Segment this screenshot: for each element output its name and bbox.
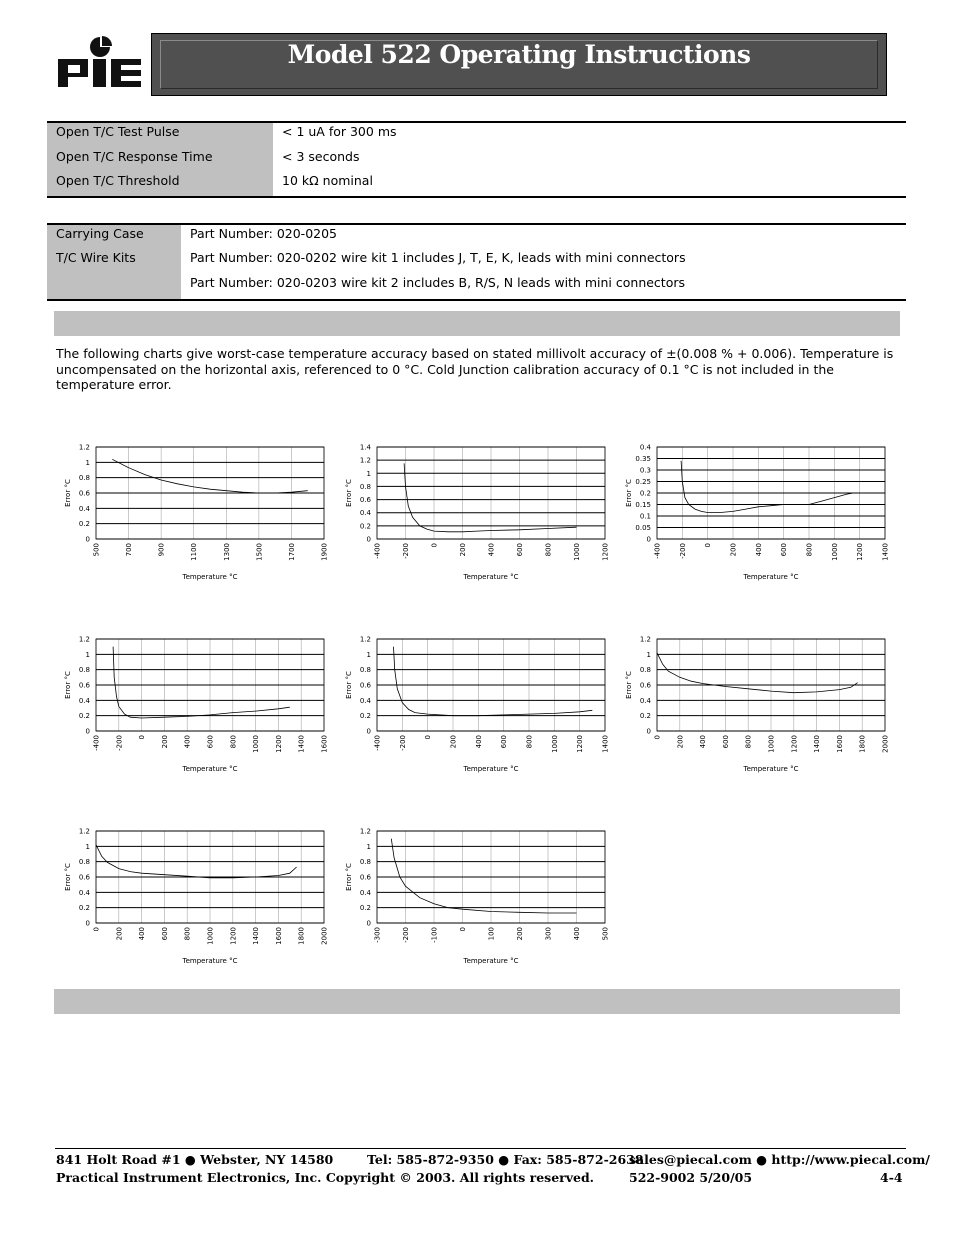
intro-paragraph: The following charts give worst-case temperature accuracy based on stated millivolt accuracy of ±(0.008 % + 0.006). Temperature is uncompensated on the horizontal axis, referenced to 0 °C. Cold Junction calibration accuracy of 0.1 °C is not included in the temperature error. <box>56 346 894 392</box>
x-tick-label: 400 <box>699 735 708 749</box>
y-axis-label: Error °C <box>345 863 353 891</box>
footer-company: Practical Instrument Electronics, Inc. Copyright © 2003. All rights reserved. <box>56 1170 595 1185</box>
y-tick-label: 0.6 <box>78 873 90 882</box>
y-tick-label: 0.4 <box>359 696 371 705</box>
x-axis-label: Temperature °C <box>743 765 799 773</box>
footer-docnum: 522-9002 5/20/05 <box>629 1170 753 1185</box>
x-tick-label: 1200 <box>274 735 283 753</box>
x-tick-label: 600 <box>160 927 169 941</box>
y-tick-label: 1.2 <box>78 635 90 644</box>
x-tick-label: -300 <box>373 927 382 943</box>
x-tick-label: 800 <box>744 735 753 749</box>
error-chart-4 <box>56 632 336 772</box>
section-bar <box>54 989 900 1014</box>
x-tick-label: -200 <box>398 735 407 751</box>
spec-value: 10 kΩ nominal <box>282 173 373 188</box>
y-tick-label: 0.2 <box>78 520 90 529</box>
x-tick-label: 600 <box>206 735 215 749</box>
x-tick-label: 1400 <box>881 543 890 561</box>
y-axis-label: Error °C <box>625 671 633 699</box>
y-tick-label: 0.4 <box>639 443 651 452</box>
y-tick-label: 0.4 <box>78 888 90 897</box>
y-tick-label: 0 <box>366 535 371 544</box>
x-tick-label: 0 <box>92 927 101 932</box>
page-title: Model 522 Operating Instructions <box>287 40 751 69</box>
y-tick-label: 0.6 <box>359 496 371 505</box>
x-tick-label: -400 <box>92 735 101 751</box>
y-tick-label: 0.2 <box>78 712 90 721</box>
series-line <box>657 653 858 693</box>
x-tick-label: 900 <box>157 543 166 557</box>
x-tick-label: 2000 <box>320 927 329 945</box>
y-tick-label: 1 <box>366 650 371 659</box>
y-tick-label: 0.6 <box>639 681 651 690</box>
x-tick-label: 1600 <box>320 735 329 753</box>
x-tick-label: 1200 <box>790 735 799 753</box>
y-tick-label: 0.2 <box>639 489 651 498</box>
spec-label: Open T/C Test Pulse <box>56 124 180 139</box>
x-tick-label: 2000 <box>881 735 890 753</box>
x-tick-label: 1300 <box>222 543 231 561</box>
x-tick-label: 1900 <box>320 543 329 561</box>
x-tick-label: 100 <box>487 927 496 941</box>
y-tick-label: 1 <box>366 469 371 478</box>
x-tick-label: 600 <box>721 735 730 749</box>
y-tick-label: 1 <box>646 650 651 659</box>
x-tick-label: 1000 <box>206 927 215 945</box>
y-tick-label: 0.3 <box>639 466 651 475</box>
x-tick-label: 1000 <box>830 543 839 561</box>
x-tick-label: -400 <box>373 543 382 559</box>
x-tick-label: -200 <box>115 735 124 751</box>
x-tick-label: 400 <box>573 927 581 941</box>
x-tick-label: 1400 <box>601 735 610 753</box>
y-tick-label: 0.8 <box>78 858 90 867</box>
x-tick-label: 200 <box>729 543 738 557</box>
y-tick-label: 0.8 <box>639 666 651 675</box>
y-tick-label: 0.8 <box>359 482 371 491</box>
y-tick-label: 0.8 <box>359 666 371 675</box>
y-tick-label: 0.4 <box>359 888 371 897</box>
x-tick-label: 600 <box>500 735 509 749</box>
section-bar <box>54 311 900 336</box>
x-tick-label: 1200 <box>601 543 610 561</box>
x-tick-label: 1200 <box>856 543 865 561</box>
y-tick-label: 1.2 <box>639 635 651 644</box>
y-tick-label: 0 <box>85 919 90 928</box>
x-tick-label: 0 <box>459 927 467 932</box>
y-tick-label: 0 <box>646 535 651 544</box>
x-tick-label: 1000 <box>573 543 581 561</box>
x-tick-label: 400 <box>754 543 763 557</box>
y-tick-label: 0.2 <box>78 904 90 913</box>
y-tick-label: 1 <box>366 842 371 851</box>
x-tick-label: 200 <box>676 735 685 749</box>
y-tick-label: 0.2 <box>359 904 371 913</box>
title-banner <box>151 33 887 96</box>
y-tick-label: 0.25 <box>635 478 651 486</box>
x-axis-label: Temperature °C <box>182 765 238 773</box>
y-tick-label: 1.2 <box>359 827 371 836</box>
x-tick-label: 1400 <box>252 927 261 945</box>
y-tick-label: 0 <box>366 727 371 736</box>
x-tick-label: -200 <box>678 543 687 559</box>
footer-web: sales@piecal.com ● http://www.piecal.com/ <box>629 1152 930 1167</box>
x-tick-label: 500 <box>601 927 610 941</box>
x-tick-label: 1700 <box>287 543 296 561</box>
y-tick-label: 0.4 <box>78 504 90 513</box>
accessories-table <box>47 223 906 301</box>
y-tick-label: 1.2 <box>78 827 90 836</box>
error-chart-2 <box>337 440 617 580</box>
x-tick-label: 300 <box>544 927 553 941</box>
x-axis-label: Temperature °C <box>182 957 238 965</box>
spec-value: < 3 seconds <box>282 149 360 164</box>
footer-divider <box>55 1148 906 1149</box>
y-axis-label: Error °C <box>64 479 72 507</box>
x-tick-label: 400 <box>487 543 496 557</box>
footer-phone: Tel: 585-872-9350 ● Fax: 585-872-2638 <box>367 1152 644 1167</box>
x-tick-label: 1200 <box>576 735 585 753</box>
spec-value: Part Number: 020-0203 wire kit 2 includes B, R/S, N leads with mini connectors <box>190 275 686 290</box>
y-axis-label: Error °C <box>345 671 353 699</box>
y-tick-label: 0.6 <box>78 489 90 498</box>
x-tick-label: 200 <box>449 735 458 749</box>
x-tick-label: -400 <box>373 735 382 751</box>
spec-label: Carrying Case <box>56 226 144 241</box>
spec-label: T/C Wire Kits <box>56 250 136 265</box>
x-tick-label: 700 <box>125 543 134 557</box>
x-tick-label: 200 <box>115 927 124 941</box>
y-tick-label: 0.6 <box>359 873 371 882</box>
x-tick-label: 1400 <box>297 735 306 753</box>
footer-page-number: 4-4 <box>880 1170 903 1185</box>
y-tick-label: 0.8 <box>359 858 371 867</box>
x-tick-label: 1200 <box>229 927 238 945</box>
y-tick-label: 0.2 <box>359 712 371 721</box>
y-tick-label: 0.05 <box>635 524 651 532</box>
x-tick-label: 800 <box>183 927 192 941</box>
y-axis-label: Error °C <box>64 863 72 891</box>
y-tick-label: 1 <box>85 842 90 851</box>
x-tick-label: 1100 <box>190 543 199 561</box>
spec-value: Part Number: 020-0205 <box>190 226 338 241</box>
x-axis-label: Temperature °C <box>463 957 519 965</box>
series-line <box>112 459 307 493</box>
x-tick-label: 0 <box>430 543 439 548</box>
y-tick-label: 0.6 <box>359 681 371 690</box>
y-tick-label: 0 <box>366 919 371 928</box>
x-tick-label: 1800 <box>858 735 867 753</box>
spec-label: Open T/C Response Time <box>56 149 213 164</box>
x-tick-label: 800 <box>229 735 238 749</box>
x-axis-label: Temperature °C <box>463 765 519 773</box>
pie-logo <box>56 34 144 92</box>
footer-address: 841 Holt Road #1 ● Webster, NY 14580 <box>56 1152 334 1167</box>
error-chart-5 <box>337 632 617 772</box>
y-tick-label: 0.4 <box>359 509 371 518</box>
x-tick-label: 1000 <box>767 735 776 753</box>
x-tick-label: 1800 <box>297 927 306 945</box>
y-tick-label: 0.6 <box>78 681 90 690</box>
error-chart-1 <box>56 440 336 580</box>
x-tick-label: 0 <box>424 735 433 740</box>
series-line <box>394 647 593 716</box>
x-tick-label: -200 <box>402 543 410 559</box>
x-tick-label: -400 <box>653 543 662 559</box>
spec-label: Open T/C Threshold <box>56 173 180 188</box>
y-tick-label: 0.8 <box>78 666 90 675</box>
y-tick-label: 0.4 <box>639 696 651 705</box>
x-axis-label: Temperature °C <box>463 573 519 581</box>
x-tick-label: 0 <box>704 543 713 548</box>
y-tick-label: 0 <box>646 727 651 736</box>
x-tick-label: 0 <box>653 735 662 740</box>
series-line <box>391 839 576 913</box>
y-tick-label: 1.2 <box>78 443 90 452</box>
x-tick-label: 1400 <box>813 735 822 753</box>
y-axis-label: Error °C <box>64 671 72 699</box>
x-tick-label: 600 <box>780 543 789 557</box>
error-chart-6 <box>617 632 897 772</box>
x-tick-label: 600 <box>516 543 524 557</box>
y-tick-label: 1 <box>85 650 90 659</box>
x-tick-label: -100 <box>430 927 439 943</box>
y-tick-label: 0.2 <box>359 522 371 531</box>
y-axis-label: Error °C <box>345 479 353 507</box>
y-tick-label: 0 <box>85 535 90 544</box>
x-tick-label: -200 <box>402 927 410 943</box>
x-tick-label: 200 <box>160 735 169 749</box>
error-chart-8 <box>337 824 617 964</box>
x-tick-label: 500 <box>92 543 101 557</box>
x-tick-label: 1600 <box>835 735 844 753</box>
x-axis-label: Temperature °C <box>743 573 799 581</box>
y-axis-label: Error °C <box>625 479 633 507</box>
x-tick-label: 800 <box>544 543 553 557</box>
y-tick-label: 0.8 <box>78 474 90 483</box>
y-tick-label: 0.1 <box>639 512 651 521</box>
x-axis-label: Temperature °C <box>182 573 238 581</box>
x-tick-label: 1600 <box>274 927 283 945</box>
x-tick-label: 1000 <box>550 735 559 753</box>
y-tick-label: 1.4 <box>359 443 371 452</box>
x-tick-label: 200 <box>459 543 467 557</box>
x-tick-label: 1000 <box>252 735 261 753</box>
x-tick-label: 400 <box>183 735 192 749</box>
x-tick-label: 800 <box>805 543 814 557</box>
y-tick-label: 1.2 <box>359 635 371 644</box>
open-tc-spec-table <box>47 121 906 198</box>
y-tick-label: 0.4 <box>78 696 90 705</box>
y-tick-label: 1 <box>85 458 90 467</box>
x-tick-label: 400 <box>138 927 147 941</box>
y-tick-label: 0 <box>85 727 90 736</box>
spec-value: Part Number: 020-0202 wire kit 1 includes J, T, E, K, leads with mini connectors <box>190 250 686 265</box>
error-chart-7 <box>56 824 336 964</box>
spec-value: < 1 uA for 300 ms <box>282 124 397 139</box>
x-tick-label: 1500 <box>255 543 264 561</box>
x-tick-label: 200 <box>516 927 524 941</box>
x-tick-label: 0 <box>138 735 147 740</box>
series-line <box>113 647 290 718</box>
error-chart-3 <box>617 440 897 580</box>
x-tick-label: 800 <box>525 735 534 749</box>
x-tick-label: 400 <box>474 735 483 749</box>
y-tick-label: 0.35 <box>635 455 651 463</box>
y-tick-label: 0.2 <box>639 712 651 721</box>
y-tick-label: 0.15 <box>635 501 651 509</box>
y-tick-label: 1.2 <box>359 456 371 465</box>
